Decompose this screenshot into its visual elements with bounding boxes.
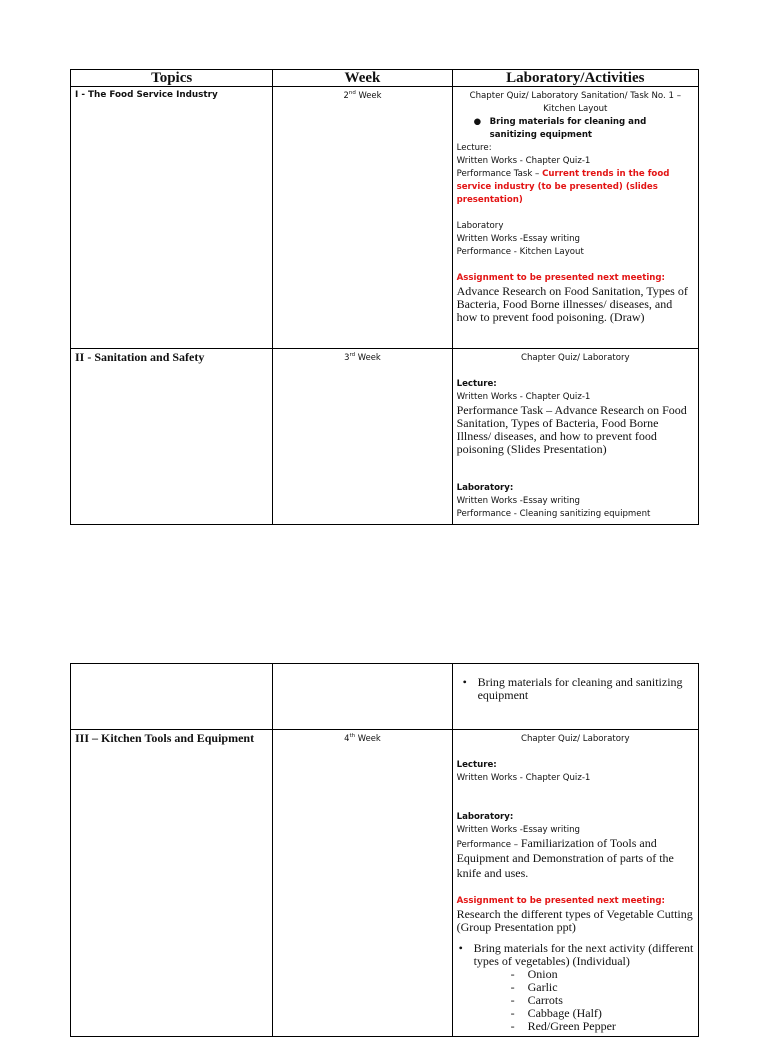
- table-row: [71, 87, 699, 349]
- header-topics: Topics: [71, 70, 273, 87]
- table-row: [71, 349, 699, 525]
- bullet-icon: •: [458, 941, 463, 955]
- laboratory-label: Laboratory:: [456, 483, 514, 493]
- week-label: 2nd Week: [343, 90, 382, 100]
- topic-cell: [71, 730, 273, 1037]
- activities-cell: [452, 664, 698, 730]
- week-label: 3rd Week: [344, 352, 381, 362]
- list-item: ● Bring materials for cleaning and sanitizing equipment: [473, 117, 647, 140]
- list-item: - Garlic: [510, 980, 558, 994]
- vegetable-list: [457, 968, 694, 1033]
- week-cell: [273, 664, 452, 730]
- activities-cell: [452, 349, 698, 525]
- assignment-label: Assignment to be presented next meeting:: [456, 273, 665, 283]
- week-label: 4th Week: [344, 733, 381, 743]
- topic-cell: [71, 349, 273, 525]
- list-item: - Carrots: [510, 993, 563, 1007]
- lab-written-works: Written Works -Essay writing: [456, 496, 580, 506]
- activity-summary: Chapter Quiz/ Laboratory: [520, 734, 630, 744]
- activities-cell: [452, 730, 698, 1037]
- written-works: Written Works - Chapter Quiz-1: [456, 773, 591, 783]
- assignment-label: Assignment to be presented next meeting:: [456, 896, 665, 906]
- list-item: • Bring materials for cleaning and sanitizing equipment: [462, 675, 683, 702]
- performance-task: Performance Task – Current trends in the food service industry (to be presented) (slides presentation): [456, 169, 670, 205]
- lecture-label: Lecture:: [456, 760, 497, 770]
- lab-performance: Performance - Cleaning sanitizing equipment: [456, 509, 651, 519]
- activity-summary: Chapter Quiz/ Laboratory: [520, 353, 630, 363]
- week-cell: [273, 730, 452, 1037]
- list-item: - Onion: [510, 967, 558, 981]
- assignment-text: Advance Research on Food Sanitation, Types of Bacteria, Food Borne illnesses/ diseases, and how to prevent food poisoning. (Draw): [456, 284, 688, 324]
- list-item: • Bring materials for the next activity (different types of vegetables) (Individual): [458, 941, 694, 968]
- bullet-icon: ●: [473, 117, 482, 127]
- topic-cell: [71, 87, 273, 349]
- topic-cell: [71, 664, 273, 730]
- header-week: Week: [273, 70, 452, 87]
- topic-title: I - The Food Service Industry: [75, 90, 218, 100]
- week-cell: [273, 349, 452, 525]
- topic-title: II - Sanitation and Safety: [75, 350, 205, 364]
- lab-performance: Performance - Kitchen Layout: [456, 247, 584, 257]
- list-item: - Red/Green Pepper: [510, 1019, 616, 1033]
- table-row: [71, 730, 699, 1037]
- table-row: [71, 664, 699, 730]
- activity-summary-cont: Kitchen Layout: [543, 104, 608, 114]
- activity-summary: Chapter Quiz/ Laboratory Sanitation/ Task No. 1 –: [469, 91, 682, 101]
- table-header-row: [71, 70, 699, 87]
- lab-performance: Performance – Familiarization of Tools and Equipment and Demonstration of parts of the knife and uses.: [456, 836, 674, 880]
- activities-cell: [452, 87, 698, 349]
- lab-written-works: Written Works -Essay writing: [456, 234, 580, 244]
- topic-title: III – Kitchen Tools and Equipment: [75, 731, 255, 745]
- written-works: Written Works - Chapter Quiz-1: [456, 392, 591, 402]
- list-item: - Cabbage (Half): [510, 1006, 602, 1020]
- laboratory-label: Laboratory:: [456, 812, 514, 822]
- lecture-label: Lecture:: [456, 379, 497, 389]
- assignment-text: Research the different types of Vegetable Cutting (Group Presentation ppt): [456, 907, 693, 934]
- header-activities: Laboratory/Activities: [452, 70, 698, 87]
- laboratory-label: Laboratory: [456, 221, 504, 231]
- performance-task: Performance Task – Advance Research on Food Sanitation, Types of Bacteria, Food Borne Illness/ diseases, and how to prevent food poisoning (Slides Presentation): [456, 403, 687, 456]
- lab-written-works: Written Works -Essay writing: [456, 825, 580, 835]
- schedule-table-2: [70, 663, 699, 1037]
- week-cell: [273, 87, 452, 349]
- schedule-table-1: [70, 69, 699, 525]
- bullet-icon: •: [462, 675, 467, 689]
- lecture-label: Lecture:: [456, 143, 492, 153]
- written-works: Written Works - Chapter Quiz-1: [456, 156, 591, 166]
